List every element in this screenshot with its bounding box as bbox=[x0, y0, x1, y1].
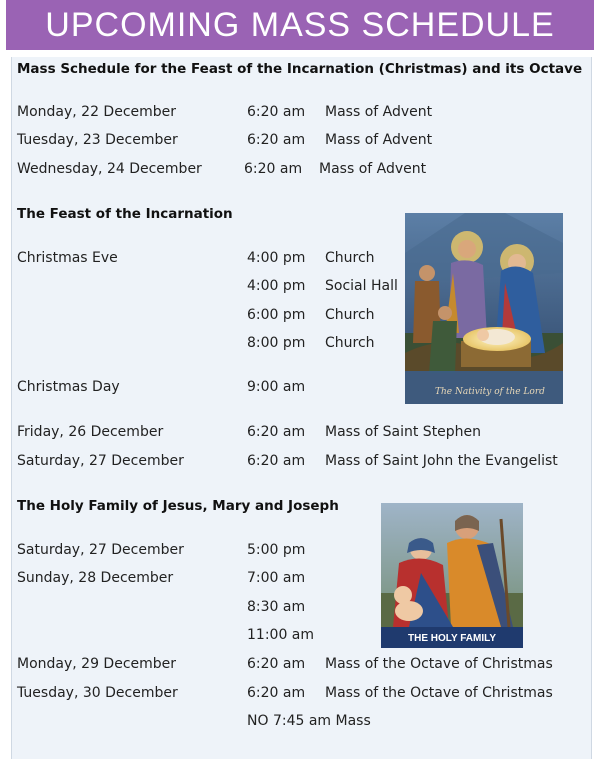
mass-time: 9:00 am bbox=[247, 379, 306, 395]
mass-time: 7:00 am bbox=[247, 570, 306, 586]
mass-time: 6:20 am bbox=[247, 132, 306, 148]
mass-time: 6:20 am bbox=[247, 685, 306, 701]
mass-time: 5:00 pm bbox=[247, 542, 306, 558]
mass-description: Mass of Advent bbox=[319, 161, 427, 177]
day-label: Wednesday, 24 December bbox=[17, 161, 202, 177]
page-banner: UPCOMING MASS SCHEDULE bbox=[6, 0, 594, 50]
section-heading: The Holy Family of Jesus, Mary and Joseph bbox=[17, 498, 339, 514]
nativity-image bbox=[405, 213, 563, 404]
day-label: Monday, 29 December bbox=[17, 656, 177, 672]
mass-description: Mass of the Octave of Christmas bbox=[325, 656, 553, 672]
mass-time: 8:30 am bbox=[247, 599, 306, 615]
day-label: Saturday, 27 December bbox=[17, 542, 184, 558]
day-label: Saturday, 27 December bbox=[17, 453, 184, 469]
mass-time: 8:00 pm bbox=[247, 335, 306, 351]
mass-location: Church bbox=[325, 250, 375, 266]
mass-time: 4:00 pm bbox=[247, 250, 306, 266]
day-label: Tuesday, 30 December bbox=[17, 685, 178, 701]
mass-time: 6:20 am bbox=[247, 424, 306, 440]
mass-time: 6:20 am bbox=[247, 104, 306, 120]
holy-family-image bbox=[381, 503, 523, 648]
day-label: Sunday, 28 December bbox=[17, 570, 174, 586]
mass-description: Mass of Advent bbox=[325, 132, 433, 148]
schedule-panel bbox=[11, 57, 592, 759]
mass-location: Church bbox=[325, 335, 375, 351]
day-label: Monday, 22 December bbox=[17, 104, 177, 120]
mass-location: Social Hall bbox=[325, 278, 398, 294]
mass-description: Mass of Advent bbox=[325, 104, 433, 120]
mass-time: 6:20 am bbox=[244, 161, 303, 177]
mass-description: Mass of the Octave of Christmas bbox=[325, 685, 553, 701]
mass-description: Mass of Saint John the Evangelist bbox=[325, 453, 558, 469]
section-heading: Mass Schedule for the Feast of the Incarnation (Christmas) and its Octave bbox=[17, 61, 583, 77]
holy-family-caption: THE HOLY FAMILY bbox=[408, 633, 496, 644]
mass-time: 6:00 pm bbox=[247, 307, 306, 323]
mass-location: Church bbox=[325, 307, 375, 323]
nativity-illustration bbox=[405, 213, 563, 404]
mass-note: NO 7:45 am Mass bbox=[247, 713, 371, 729]
mass-time: 6:20 am bbox=[247, 656, 306, 672]
mass-time: 4:00 pm bbox=[247, 278, 306, 294]
day-label: Christmas Day bbox=[17, 379, 120, 395]
holy-family-illustration bbox=[381, 503, 523, 648]
mass-time: 11:00 am bbox=[247, 627, 315, 643]
day-label: Christmas Eve bbox=[17, 250, 118, 266]
day-label: Friday, 26 December bbox=[17, 424, 164, 440]
mass-time: 6:20 am bbox=[247, 453, 306, 469]
day-label: Tuesday, 23 December bbox=[17, 132, 178, 148]
section-heading: The Feast of the Incarnation bbox=[17, 206, 233, 222]
nativity-caption: The Nativity of the Lord bbox=[435, 387, 545, 397]
mass-description: Mass of Saint Stephen bbox=[325, 424, 482, 440]
